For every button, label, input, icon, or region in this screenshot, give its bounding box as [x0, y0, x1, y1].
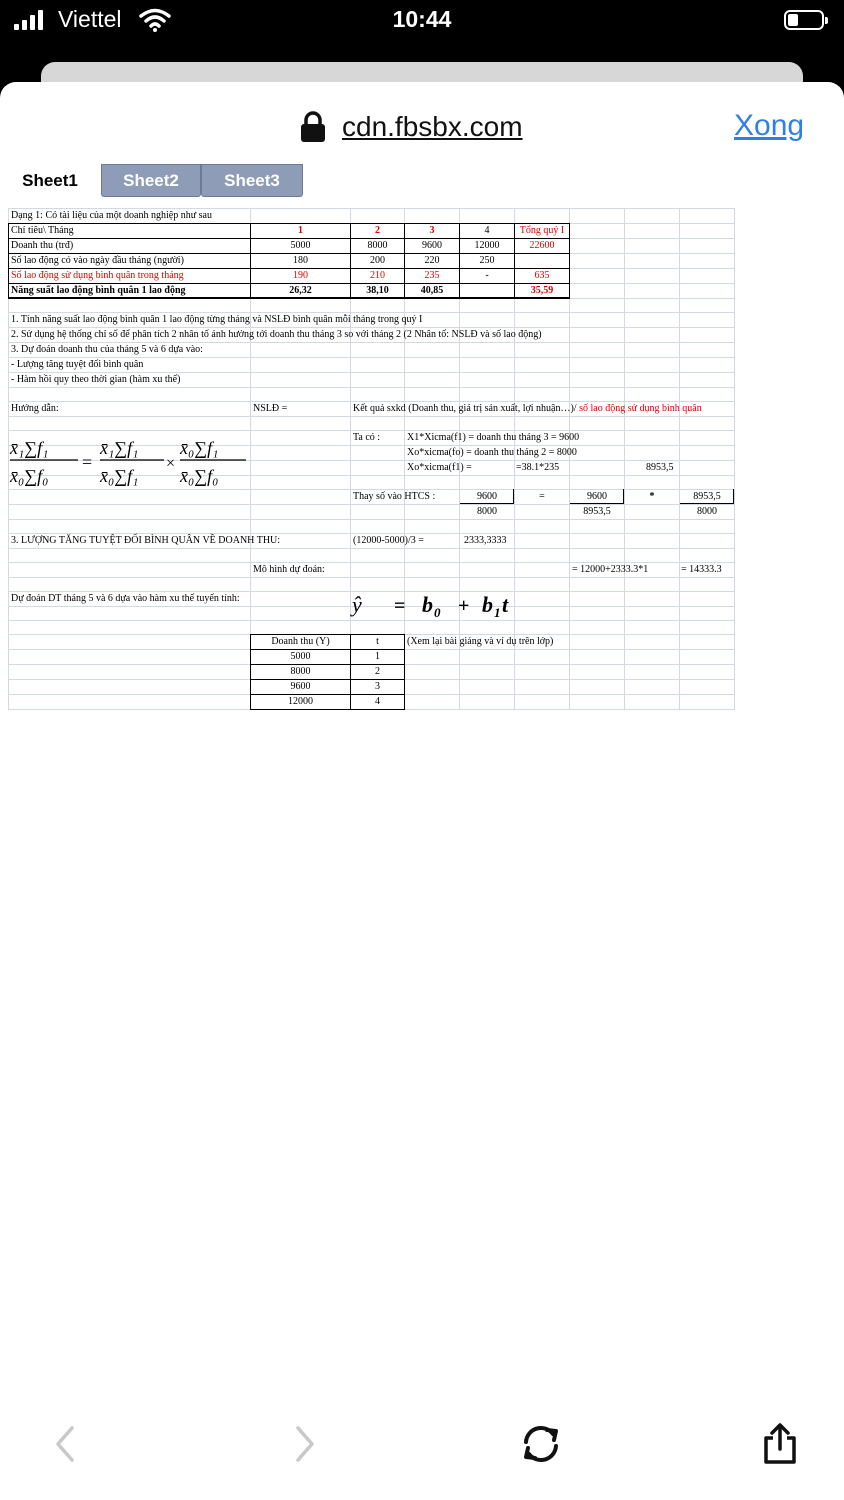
- svg-text:×: ×: [166, 455, 176, 472]
- reg-cell: 4: [375, 696, 380, 707]
- taco-label: Ta có :: [353, 432, 381, 443]
- cell: -: [485, 270, 489, 281]
- cell: 190: [293, 270, 308, 281]
- url-bar[interactable]: [300, 110, 523, 144]
- section3-value: 2333,3333: [464, 535, 507, 546]
- carrier-name: Viettel: [58, 6, 122, 32]
- htcs-times: *: [649, 491, 655, 502]
- done-button[interactable]: Xong: [734, 109, 805, 142]
- svg-text:x̄₁∑f₁: x̄₁∑f₁: [100, 438, 139, 458]
- row-label-productivity: Năng suất lao động bình quân 1 lao động: [11, 285, 186, 296]
- reg-cell: 2: [375, 666, 380, 677]
- row-label-revenue: Doanh thu (trđ): [11, 240, 74, 251]
- month-header-2: 2: [375, 225, 380, 236]
- taco-calc: =38.1*235: [516, 462, 560, 473]
- tab-sheet2[interactable]: Sheet2: [101, 164, 201, 197]
- svg-text:=: =: [82, 452, 93, 472]
- svg-text:1: 1: [494, 605, 501, 620]
- cell: 180: [293, 255, 308, 266]
- svg-text:x̄₀∑f₀: x̄₀∑f₀: [180, 466, 219, 486]
- htcs-f2-num: 9600: [587, 491, 607, 502]
- section3-formula: (12000-5000)/3 =: [353, 535, 424, 546]
- svg-text:t: t: [502, 592, 509, 617]
- cell: 12000: [474, 240, 500, 251]
- cell-total: 22600: [529, 240, 555, 251]
- cell: 9600: [422, 240, 442, 251]
- model-formula: = 12000+2333.3*1: [572, 564, 649, 575]
- model-value: = 14333.3: [681, 564, 722, 575]
- row-label-start-workers: Số lao động có vào ngày đầu tháng (người): [11, 255, 184, 266]
- svg-text:ŷ: ŷ: [352, 592, 362, 617]
- svg-text:=: =: [394, 595, 406, 617]
- htcs-f1-num: 9600: [477, 491, 497, 502]
- section3-label: 3. LƯỢNG TĂNG TUYỆT ĐỐI BÌNH QUÂN VỀ DOANH THU:: [11, 535, 281, 546]
- htcs-eq: =: [539, 491, 545, 502]
- question-3b: - Hàm hồi quy theo thời gian (hàm xu thế): [11, 374, 181, 385]
- forward-arrow-icon[interactable]: [290, 1422, 320, 1466]
- reg-note: (Xem lại bài giảng và ví dụ trên lớp): [407, 636, 554, 647]
- cell: 250: [479, 255, 495, 266]
- intro-text: Dạng 1: Có tài liệu của một doanh nghiệp như sau: [11, 210, 212, 221]
- reg-cell: 12000: [288, 696, 313, 707]
- svg-text:x̄₀∑f₀: x̄₀∑f₀: [10, 466, 49, 486]
- nsld-label: NSLĐ =: [253, 403, 288, 414]
- question-3: 3. Dự đoán doanh thu của tháng 5 và 6 dựa vào:: [11, 344, 203, 355]
- month-header-4: 4: [484, 225, 490, 236]
- regression-equation: [348, 588, 538, 622]
- reg-cell: 3: [375, 681, 380, 692]
- taco-line-1: X1*Xicma(f1) = doanh thu tháng 3 = 9600: [407, 432, 580, 443]
- question-2: 2. Sử dụng hệ thống chỉ số để phân tích 2 nhân tố ảnh hưởng tới doanh thu tháng 3 so với tháng 2 (2 Nhân tố: NSLĐ và số lao động): [11, 329, 542, 340]
- svg-text:x̄₀∑f₁: x̄₀∑f₁: [100, 466, 139, 486]
- cell: 210: [370, 270, 385, 281]
- tab-sheet1[interactable]: Sheet1: [0, 164, 100, 197]
- cell: 38,10: [366, 285, 389, 296]
- htcs-f3-num: 8953,5: [693, 491, 721, 502]
- lock-icon: [300, 111, 326, 143]
- svg-text:+: +: [458, 595, 470, 617]
- cell: 200: [370, 255, 385, 266]
- status-bar: [0, 0, 844, 44]
- cell: 8000: [367, 240, 388, 251]
- taco-line-2: Xo*xicma(fo) = doanh thu tháng 2 = 8000: [407, 447, 577, 458]
- cell-total: 35,59: [530, 285, 554, 296]
- month-header-3: 3: [429, 225, 435, 236]
- reg-cell: 1: [375, 651, 380, 662]
- taco-result: 8953,5: [646, 462, 674, 473]
- reg-col-t: t: [376, 636, 379, 647]
- htcs-f1-den: 8000: [477, 506, 497, 517]
- taco-line-3: Xo*xicma(f1) =: [407, 462, 472, 473]
- total-header: Tổng quý I: [519, 225, 565, 236]
- svg-text:x̄₀∑f₁: x̄₀∑f₁: [180, 438, 219, 458]
- trend-label: Dự đoán DT tháng 5 và 6 dựa vào hàm xu thế tuyến tính:: [11, 593, 240, 604]
- guide-label: Hướng dẫn:: [11, 403, 59, 414]
- back-arrow-icon[interactable]: [50, 1422, 80, 1466]
- reg-cell: 8000: [290, 666, 311, 677]
- url-text: cdn.fbsbx.com: [342, 111, 523, 142]
- reg-cell: 9600: [290, 681, 311, 692]
- share-icon[interactable]: [760, 1422, 800, 1466]
- row-label-avg-workers: Số lao động sử dụng bình quân trong tháng: [11, 270, 184, 281]
- svg-text:0: 0: [434, 605, 441, 620]
- nsld-formula: Kết quả sxkd (Doanh thu, giá trị sản xuất, lợi nhuận…)/ số lao động sử dụng bình quân: [353, 403, 702, 414]
- tab-sheet3[interactable]: Sheet3: [201, 164, 303, 197]
- clock: 10:44: [392, 6, 452, 32]
- reg-col-y: Doanh thu (Y): [271, 636, 330, 647]
- cell-total: 635: [534, 270, 550, 281]
- cell: 235: [424, 270, 440, 281]
- cell: 5000: [290, 240, 311, 251]
- model-label: Mô hình dự đoán:: [253, 564, 325, 575]
- cell: 26,32: [289, 285, 312, 296]
- table-header-label: Chỉ tiêu\ Tháng: [11, 225, 74, 236]
- cell: 220: [424, 255, 440, 266]
- question-1: 1. Tính năng suất lao động bình quân 1 lao động từng tháng và NSLĐ bình quân mỗi tháng trong quý I: [11, 314, 423, 325]
- index-system-formula: [8, 430, 248, 490]
- battery-icon: [784, 10, 824, 30]
- month-header-1: 1: [298, 225, 303, 236]
- svg-text:x̄₁∑f₁: x̄₁∑f₁: [10, 438, 49, 458]
- cell: 40,85: [420, 285, 444, 296]
- htcs-f2-den: 8953,5: [583, 506, 611, 517]
- question-3a: - Lượng tăng tuyệt đối bình quân: [11, 359, 144, 370]
- svg-text:b: b: [422, 592, 433, 617]
- reg-cell: 5000: [290, 651, 311, 662]
- svg-text:b: b: [482, 592, 493, 617]
- reload-icon[interactable]: [518, 1422, 564, 1466]
- htcs-label: Thay số vào HTCS :: [353, 491, 436, 502]
- htcs-f3-den: 8000: [697, 506, 717, 517]
